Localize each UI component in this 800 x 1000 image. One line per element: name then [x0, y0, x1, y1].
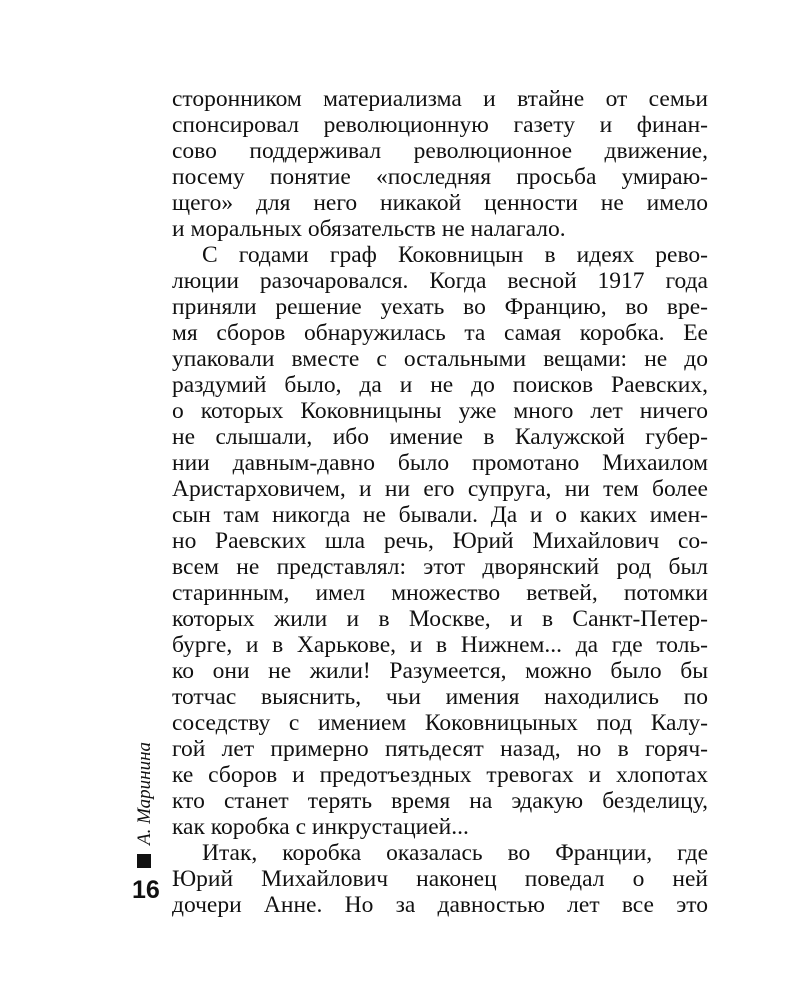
text-line: старинным, имел множество ветвей, потомки — [172, 580, 708, 606]
body-text — [172, 86, 708, 918]
text-line: всем не представлял: этот дворянский род был — [172, 554, 708, 580]
text-line: гой лет примерно пятьдесят назад, но в горяч- — [172, 736, 708, 762]
text-line: посему понятие «последняя просьба умираю- — [172, 164, 708, 190]
text-line: и моральных обязательств не налагало. — [172, 216, 566, 242]
text-line: но Раевских шла речь, Юрий Михайлович со- — [172, 528, 708, 554]
page-number: 16 — [132, 876, 160, 904]
text-line: кто станет терять время на эдакую безделицу, — [172, 788, 708, 814]
text-line: которых жили и в Москве, и в Санкт-Петер- — [172, 606, 708, 632]
paragraph-start-line: Итак, коробка оказалась во Франции, где — [202, 840, 708, 866]
text-line: как коробка с инкрустацией... — [172, 814, 469, 840]
text-line: Юрий Михайлович наконец поведал о ней — [172, 866, 708, 892]
text-line: не слышали, ибо имение в Калужской губер- — [172, 424, 708, 450]
text-line: люции разочаровался. Когда весной 1917 года — [172, 268, 708, 294]
text-line: мя сборов обнаружилась та самая коробка. Ее — [172, 320, 708, 346]
running-head-author: А. Маринина — [134, 741, 155, 845]
text-line: нии давным-давно было промотано Михаилом — [172, 450, 708, 476]
text-line: соседству с имением Коковницыных под Калу- — [172, 710, 708, 736]
text-line: ке сборов и предотъездных тревогах и хлопотах — [172, 762, 708, 788]
text-line: упаковали вместе с остальными вещами: не до — [172, 346, 708, 372]
text-line: раздумий было, да и не до поисков Раевских, — [172, 372, 708, 398]
paragraph-start-line: С годами граф Коковницын в идеях рево- — [202, 242, 708, 268]
text-line: о которых Коковницыны уже много лет ничего — [172, 398, 708, 424]
text-line: тотчас выяснить, чьи имения находились по — [172, 684, 708, 710]
text-line: приняли решение уехать во Францию, во вре- — [172, 294, 708, 320]
text-line: сын там никогда не бывали. Да и о каких имен- — [172, 502, 708, 528]
text-line: сторонником материализма и втайне от семьи — [172, 86, 708, 112]
text-line: спонсировал революционную газету и финан- — [172, 112, 708, 138]
text-line: сово поддерживал революционное движение, — [172, 138, 708, 164]
text-line: Аристарховичем, и ни его супруга, ни тем более — [172, 476, 708, 502]
text-line: бурге, и в Харькове, и в Нижнем... да где толь- — [172, 632, 708, 658]
text-line: ко они не жили! Разумеется, можно было бы — [172, 658, 708, 684]
text-line: щего» для него никакой ценности не имело — [172, 190, 708, 216]
text-line: дочери Анне. Но за давностью лет все это — [172, 892, 708, 918]
square-bullet-icon — [137, 854, 151, 868]
